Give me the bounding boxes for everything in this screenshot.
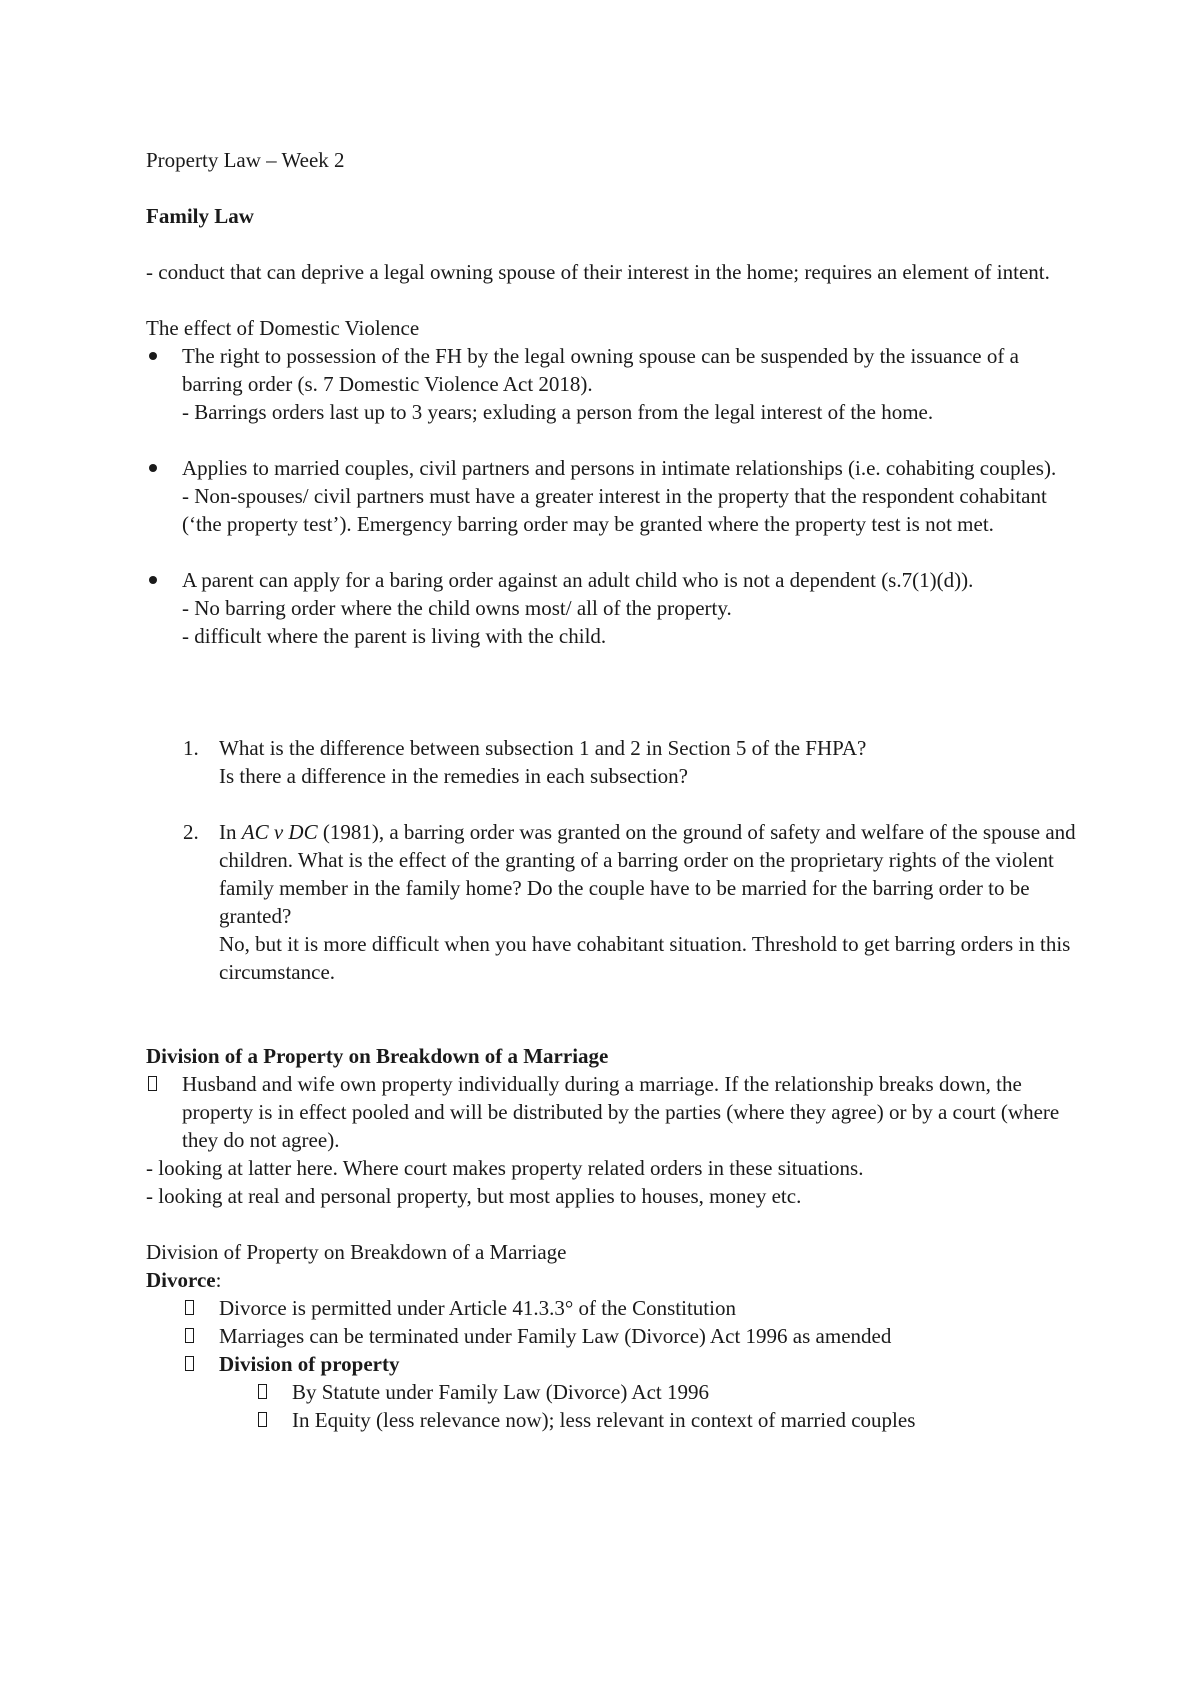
question-2-body: (1981), a barring order was granted on the ground of safety and welfare of the spouse and children. What is the effect of the granting of a barring order on the proprietary rights of the violent family member in the family home? Do the couple have to be married for the barring order to be granted? (219, 820, 1076, 928)
dv-bullet-1 (146, 342, 1076, 426)
divorce-item-1 (146, 1294, 1076, 1322)
divorce-item-1-text: Divorce is permitted under Article 41.3.3° of the Constitution (219, 1296, 736, 1320)
divorce-colon: : (215, 1268, 222, 1292)
bullet-dot-icon (149, 576, 157, 584)
bullet-dot-icon (149, 464, 157, 472)
question-1-line-2: Is there a difference in the remedies in each subsection? (219, 764, 688, 788)
question-2-prefix: In (219, 820, 242, 844)
dv-bullet-1-note: - Barrings orders last up to 3 years; exluding a person from the legal interest of the home. (182, 400, 934, 424)
document-title: Property Law – Week 2 (146, 148, 345, 172)
divorce-item-2-text: Marriages can be terminated under Family Law (Divorce) Act 1996 as amended (219, 1324, 892, 1348)
division-bullet-text: Husband and wife own property individually during a marriage. If the relationship breaks down, the property is in effect pooled and will be distributed by the parties (where they agree) or by a court (where they do not agree). (182, 1072, 1060, 1152)
division-sub-item-1 (146, 1378, 1076, 1406)
question-2-answer: No, but it is more difficult when you have cohabitant situation. Threshold to get barring orders in this circumstance. (219, 932, 1071, 984)
question-number: 1. (183, 736, 199, 760)
dv-bullet-3-note-2: - difficult where the parent is living with the child. (182, 624, 607, 648)
dv-bullet-3 (146, 566, 1076, 650)
division-sub-item-2-text: In Equity (less relevance now); less relevant in context of married couples (292, 1408, 916, 1432)
square-bullet-icon (258, 1412, 267, 1427)
family-law-heading: Family Law (146, 204, 254, 228)
dv-bullet-2-text: Applies to married couples, civil partners and persons in intimate relationships (i.e. cohabiting couples). (182, 456, 1057, 480)
divorce-label: Divorce (146, 1268, 216, 1292)
division-note-1: - looking at latter here. Where court makes property related orders in these situations. (146, 1156, 864, 1180)
question-1 (146, 734, 1076, 790)
bullet-dot-icon (149, 352, 157, 360)
division-note-2: - looking at real and personal property, but most applies to houses, money etc. (146, 1184, 802, 1208)
division-bullet (146, 1070, 1076, 1154)
square-bullet-icon (185, 1328, 194, 1343)
family-law-intro: - conduct that can deprive a legal owning spouse of their interest in the home; requires an element of intent. (146, 260, 1050, 284)
square-bullet-icon (258, 1384, 267, 1399)
division-of-property-text: Division of property (219, 1352, 400, 1376)
division-heading: Division of Property on Breakdown of a Marriage (146, 1240, 567, 1264)
square-bullet-icon (185, 1300, 194, 1315)
dv-bullet-2-note: - Non-spouses/ civil partners must have a greater interest in the property that the respondent cohabitant (‘the property test’). Emergency barring order may be granted where the property test is not met. (182, 484, 1047, 536)
question-2-text (219, 818, 1076, 930)
division-sub-item-1-text: By Statute under Family Law (Divorce) Act 1996 (292, 1380, 709, 1404)
question-number: 2. (183, 820, 199, 844)
dv-bullet-1-text: The right to possession of the FH by the legal owning spouse can be suspended by the issuance of a barring order (s. 7 Domestic Violence Act 2018). (182, 344, 1019, 396)
case-name: AC v DC (241, 820, 318, 844)
square-bullet-icon (148, 1076, 157, 1091)
question-1-line-1: What is the difference between subsection 1 and 2 in Section 5 of the FHPA? (219, 736, 867, 760)
dv-bullet-3-note-1: - No barring order where the child owns most/ all of the property. (182, 596, 732, 620)
question-2 (146, 818, 1076, 986)
document-page (146, 146, 1076, 1434)
divorce-item-2 (146, 1322, 1076, 1350)
division-sub-item-2 (146, 1406, 1076, 1434)
divorce-label-line (146, 1266, 1076, 1294)
dv-bullet-2 (146, 454, 1076, 538)
division-bold-heading: Division of a Property on Breakdown of a Marriage (146, 1044, 609, 1068)
square-bullet-icon (185, 1356, 194, 1371)
division-of-property-item (146, 1350, 1076, 1378)
dv-bullet-3-text: A parent can apply for a baring order against an adult child who is not a dependent (s.7(1)(d)). (182, 568, 974, 592)
domestic-violence-heading: The effect of Domestic Violence (146, 316, 420, 340)
